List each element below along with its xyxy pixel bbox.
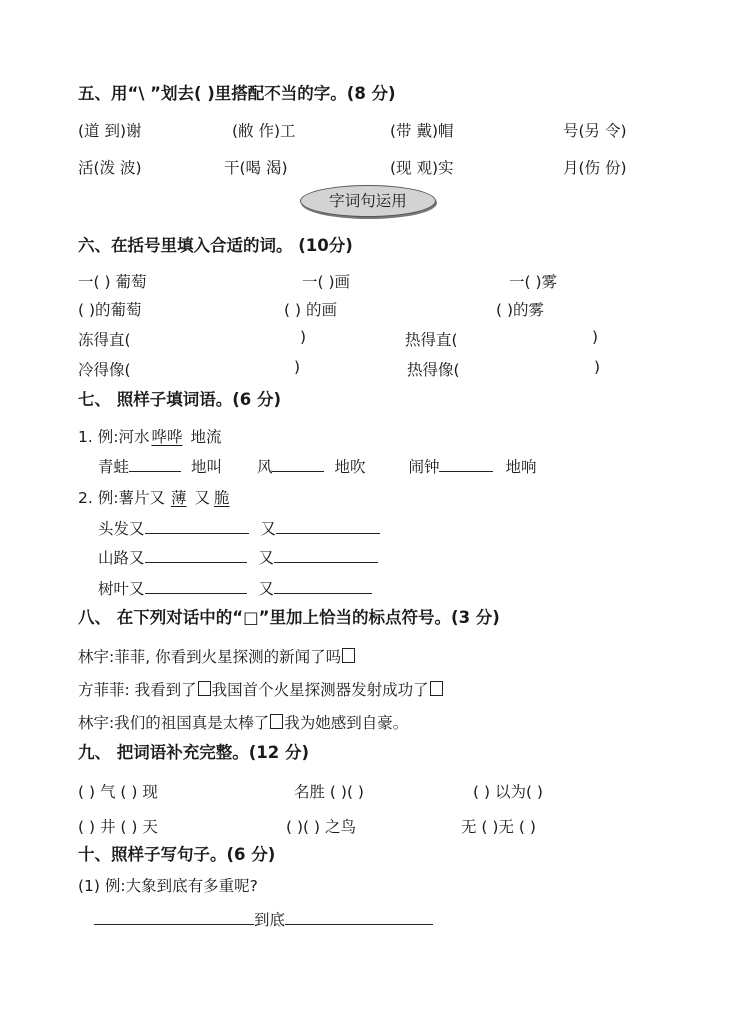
s9-r2-c3: 无 ( )无 ( ): [461, 818, 536, 836]
s6-r4-close-1: ): [294, 358, 301, 376]
s7-example-2: 2. 例:薯片又 薄 又 脆: [78, 489, 230, 507]
s9-r2-c2: ( )( ) 之鸟: [286, 818, 356, 836]
section-8-title: 八、 在下列对话中的“□”里加上恰当的标点符号。(3 分): [78, 608, 500, 627]
s8-line-1: 林宇:菲菲, 你看到火星探测的新闻了吗: [78, 645, 356, 667]
s6-r3-c1: 冻得直(: [78, 331, 131, 349]
punctuation-box[interactable]: [342, 648, 355, 663]
blank-line[interactable]: [439, 457, 493, 472]
s5-item-7: (现 观)实: [390, 159, 454, 177]
s9-r1-c1: ( ) 气 ( ) 现: [78, 783, 158, 801]
s5-item-4: 号(另 令): [563, 122, 627, 140]
s7-line-2: 山路又 又: [98, 546, 378, 568]
example-word-3: 脆: [213, 489, 230, 507]
blank-line[interactable]: [145, 579, 247, 594]
section-7-title: 七、 照样子填词语。(6 分): [78, 390, 282, 409]
section-10-title: 十、照样子写句子。(6 分): [78, 845, 276, 864]
example-word-1: 哗哗: [151, 428, 183, 446]
blank-line[interactable]: [145, 519, 249, 534]
s6-r3-close-1: ): [300, 328, 307, 346]
example-word-2: 薄: [170, 489, 187, 507]
blank-line[interactable]: [274, 579, 372, 594]
punctuation-box[interactable]: [198, 681, 211, 696]
s7-example-1: 1. 例:河水 哗哗 地流: [78, 428, 222, 446]
blank-line[interactable]: [274, 548, 378, 563]
s5-item-1: (道 到)谢: [78, 122, 142, 140]
s5-item-6: 干(喝 渴): [224, 159, 288, 177]
s6-r2-c2: ( ) 的画: [284, 301, 337, 319]
s6-r4-c2: 热得像(: [407, 361, 460, 379]
blank-line[interactable]: [94, 910, 254, 925]
s5-item-8: 月(伤 份): [563, 159, 627, 177]
s6-r1-c1: 一( ) 葡萄: [78, 273, 147, 291]
s6-r3-close-2: ): [592, 328, 599, 346]
s6-r1-c2: 一( )画: [302, 273, 351, 291]
s6-r2-c1: ( )的葡萄: [78, 301, 142, 319]
s7-line-3: 树叶又 又: [98, 577, 372, 599]
s7-row-1: 青蛙 地叫 风 地吹 闹钟 地响: [98, 458, 537, 476]
blank-line[interactable]: [285, 910, 433, 925]
section-9-title: 九、 把词语补充完整。(12 分): [78, 743, 310, 762]
s5-item-5: 活(泼 波): [78, 159, 142, 177]
blank-line[interactable]: [276, 519, 380, 534]
s10-answer-line: 到底: [94, 908, 433, 930]
blank-line[interactable]: [272, 457, 324, 472]
section-badge: 字词句运用: [300, 185, 436, 217]
punctuation-box[interactable]: [430, 681, 443, 696]
s6-r3-c2: 热得直(: [405, 331, 458, 349]
s5-item-2: (敝 作)工: [232, 122, 296, 140]
s7-line-1: 头发又 又: [98, 517, 380, 539]
s8-line-2: 方菲菲: 我看到了 我国首个火星探测器发射成功了: [78, 678, 444, 700]
punctuation-box[interactable]: [270, 714, 283, 729]
s6-r4-close-2: ): [594, 358, 601, 376]
s8-line-3: 林宇:我们的祖国真是太棒了 我为她感到自豪。: [78, 714, 409, 732]
s9-r1-c3: ( ) 以为( ): [473, 783, 543, 801]
section-6-title: 六、在括号里填入合适的词。 (10分): [78, 236, 353, 255]
s6-r4-c1: 冷得像(: [78, 361, 131, 379]
blank-line[interactable]: [145, 548, 247, 563]
blank-line[interactable]: [129, 457, 181, 472]
section-5-title: 五、用“\ ”划去( )里搭配不当的字。(8 分): [78, 84, 396, 103]
s6-r2-c3: ( )的雾: [496, 301, 545, 319]
s10-example: (1) 例:大象到底有多重呢?: [78, 877, 258, 895]
s6-r1-c3: 一( )雾: [509, 273, 558, 291]
s9-r2-c1: ( ) 井 ( ) 天: [78, 818, 158, 836]
s5-item-3: (带 戴)帽: [390, 122, 454, 140]
s9-r1-c2: 名胜 ( )( ): [294, 783, 364, 801]
